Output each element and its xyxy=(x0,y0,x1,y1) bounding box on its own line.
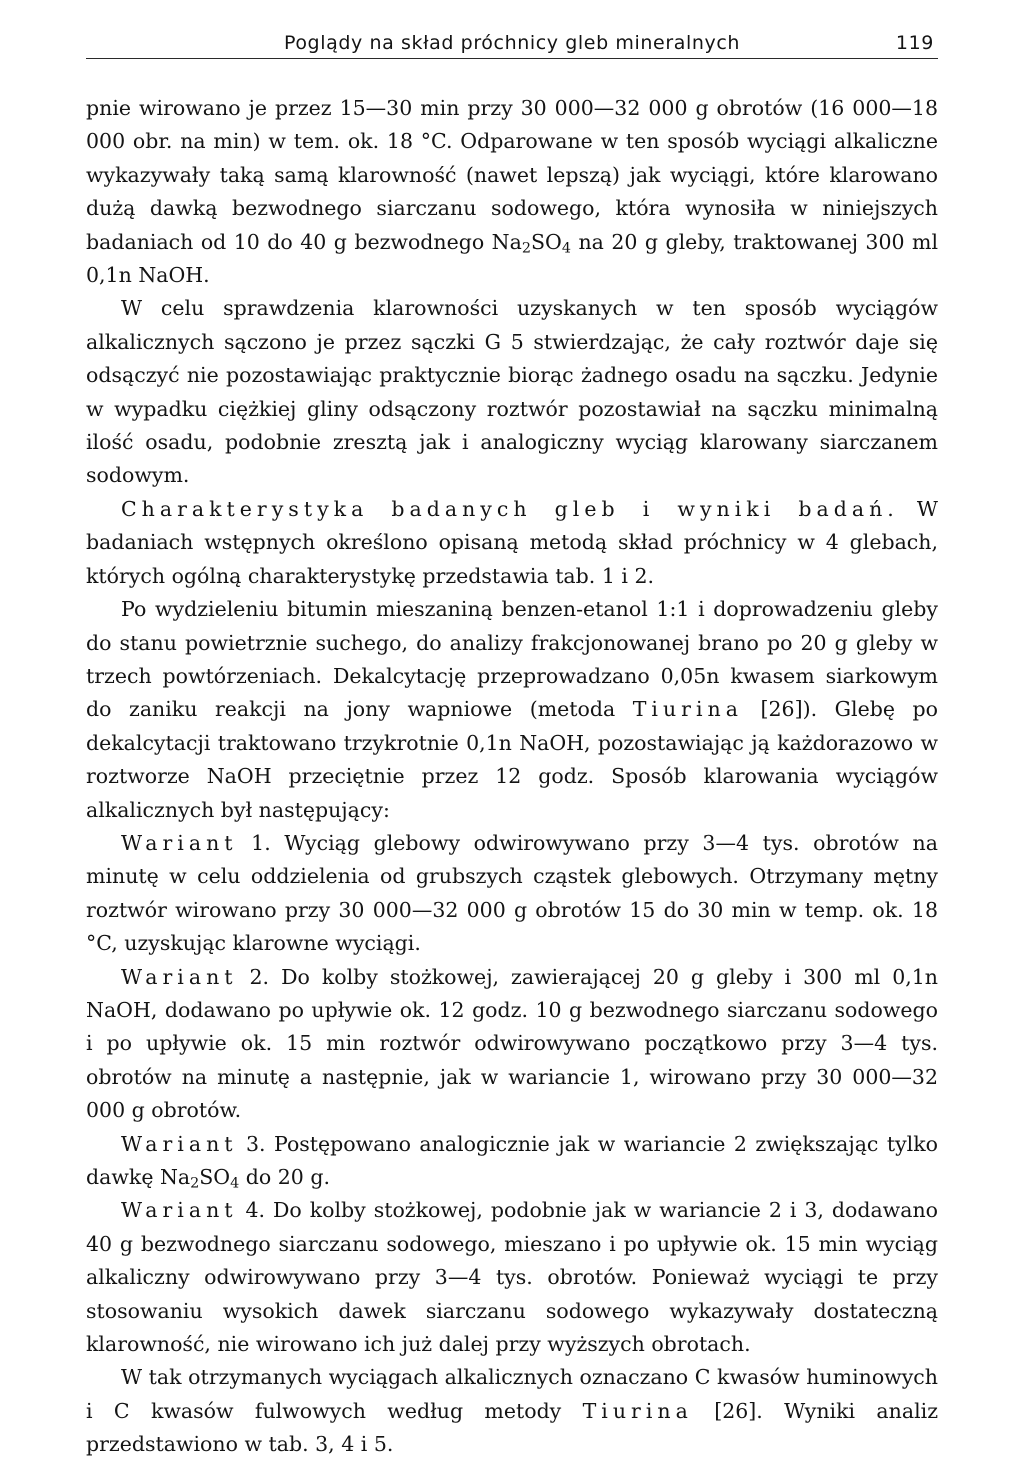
text-run: 4. Do kolby stożkowej, podobnie jak w wariancie 2 i 3, dodawano 40 g bezwodnego siarczanu sodowego, mieszano i po upływie ok. 15 min wyciąg alkaliczny odwirowywano przy 3—4 tys. obrotów. Ponieważ wyciągi te przy stosowaniu wysokich dawek siarczanu sodowego wykazywały dostateczną klarowność, nie wirowano ich już dalej przy wyższych obrotach. xyxy=(86,1198,938,1357)
text-run: W tak otrzymanych wyciągach alkalicznych oznaczano C kwasów huminowych i C kwasów fulwowych według metody xyxy=(86,1365,938,1423)
spaced-emphasis: Wariant xyxy=(121,1198,238,1223)
paragraph-p2 xyxy=(86,292,938,492)
paragraph-p5 xyxy=(86,827,938,961)
header-rule xyxy=(86,58,938,59)
document-page xyxy=(86,0,938,1464)
subscript: 4 xyxy=(230,1175,240,1192)
text-run: [26]). Glebę po dekalcytacji traktowano trzykrotnie 0,1n NaOH, pozostawiając ją każdorazowo w roztworze NaOH przeciętnie przez 12 godz. Sposób klarowania wyciągów alkalicznych był następujący: xyxy=(86,697,938,822)
text-run: na 20 g gleby, traktowanej 300 ml 0,1n NaOH. xyxy=(86,229,939,288)
page-number: 119 xyxy=(895,32,934,54)
paragraph-p1 xyxy=(86,92,938,292)
body-text xyxy=(86,92,938,1462)
paragraph-p4 xyxy=(86,593,938,827)
text-run: Po wydzieleniu bitumin mieszaniną benzen-etanol 1:1 i doprowadzeniu gleby do stanu powietrznie suchego, do analizy frakcjonowanej brano po 20 g gleby w trzech powtórzeniach. Dekalcytację przeprowadzano 0,05n kwasem siarkowym do zaniku reakcji na jony wapniowe (metoda xyxy=(86,597,938,722)
text-run: 2. Do kolby stożkowej, zawierającej 20 g gleby i 300 ml 0,1n NaOH, dodawano po upływie ok. 12 godz. 10 g bezwodnego siarczanu sodowego i po upływie ok. 15 min roztwór odwirowywano początkowo przy 3—4 tys. obrotów na minutę a następnie, jak w wariancie 1, wirowano przy 30 000—32 000 g obrotów. xyxy=(86,964,938,1123)
spaced-emphasis: Tiurina xyxy=(582,1398,693,1423)
text-run: pnie wirowano je przez 15—30 min przy 30 000—32 000 g obrotów (16 000—18 000 obr. na min) w tem. ok. 18 °C. Odparowane w ten sposób wyciągi alkaliczne wykazywały taką samą klarowność (nawet lepszą) jak wyciągi, które klarowano dużą dawką bezwodnego siarczanu sodowego, która wynosiła w niniejszych badaniach od 10 do 40 g bezwodnego Na xyxy=(86,96,938,254)
subscript: 2 xyxy=(521,240,531,257)
text-run: SO xyxy=(530,229,562,254)
subscript: 2 xyxy=(190,1175,200,1192)
text-run: SO xyxy=(199,1165,231,1189)
text-run: do 20 g. xyxy=(239,1165,331,1189)
spaced-emphasis: Wariant xyxy=(121,830,238,855)
subscript: 4 xyxy=(561,240,571,257)
text-run: [26]. Wyniki analiz przedstawiono w tab. 3, 4 i 5. xyxy=(86,1398,938,1457)
spaced-emphasis: Wariant xyxy=(121,964,238,989)
spaced-emphasis: Charakterystyka badanych gleb i wyniki badań. xyxy=(121,496,899,521)
text-run: W celu sprawdzenia klarowności uzyskanych w ten sposób wyciągów alkalicznych sączono je przez sączki G 5 stwierdzając, że cały roztwór daje się odsączyć nie pozostawiając praktycznie biorąc żadnego osadu na sączku. Jedynie w wypadku ciężkiej gliny odsączony roztwór pozostawiał na sączku minimalną ilość osadu, podobnie zresztą jak i analogiczny wyciąg klarowany siarczanem sodowym. xyxy=(86,296,938,488)
paragraph-p3 xyxy=(86,493,938,593)
running-title: Poglądy na skład próchnicy gleb mineralnych xyxy=(283,32,741,54)
spaced-emphasis: Tiurina xyxy=(632,697,743,722)
paragraph-p6 xyxy=(86,961,938,1128)
paragraph-p9 xyxy=(86,1361,938,1461)
text-run: 3. Postępowano analogicznie jak w wariancie 2 zwiększając tylko dawkę Na xyxy=(86,1131,938,1189)
text-run: W badaniach wstępnych określono opisaną metodą skład próchnicy w 4 glebach, których ogólną charakterystykę przedstawia tab. 1 i 2. xyxy=(86,496,939,588)
spaced-emphasis: Wariant xyxy=(121,1131,238,1156)
running-head xyxy=(86,30,938,60)
paragraph-p8 xyxy=(86,1194,938,1361)
text-run: 1. Wyciąg glebowy odwirowywano przy 3—4 tys. obrotów na minutę w celu oddzielenia od grubszych cząstek glebowych. Otrzymany mętny roztwór wirowano przy 30 000—32 000 g obrotów 15 do 30 min w temp. ok. 18 °C, uzyskując klarowne wyciągi. xyxy=(86,830,938,956)
paragraph-p7 xyxy=(86,1128,938,1195)
